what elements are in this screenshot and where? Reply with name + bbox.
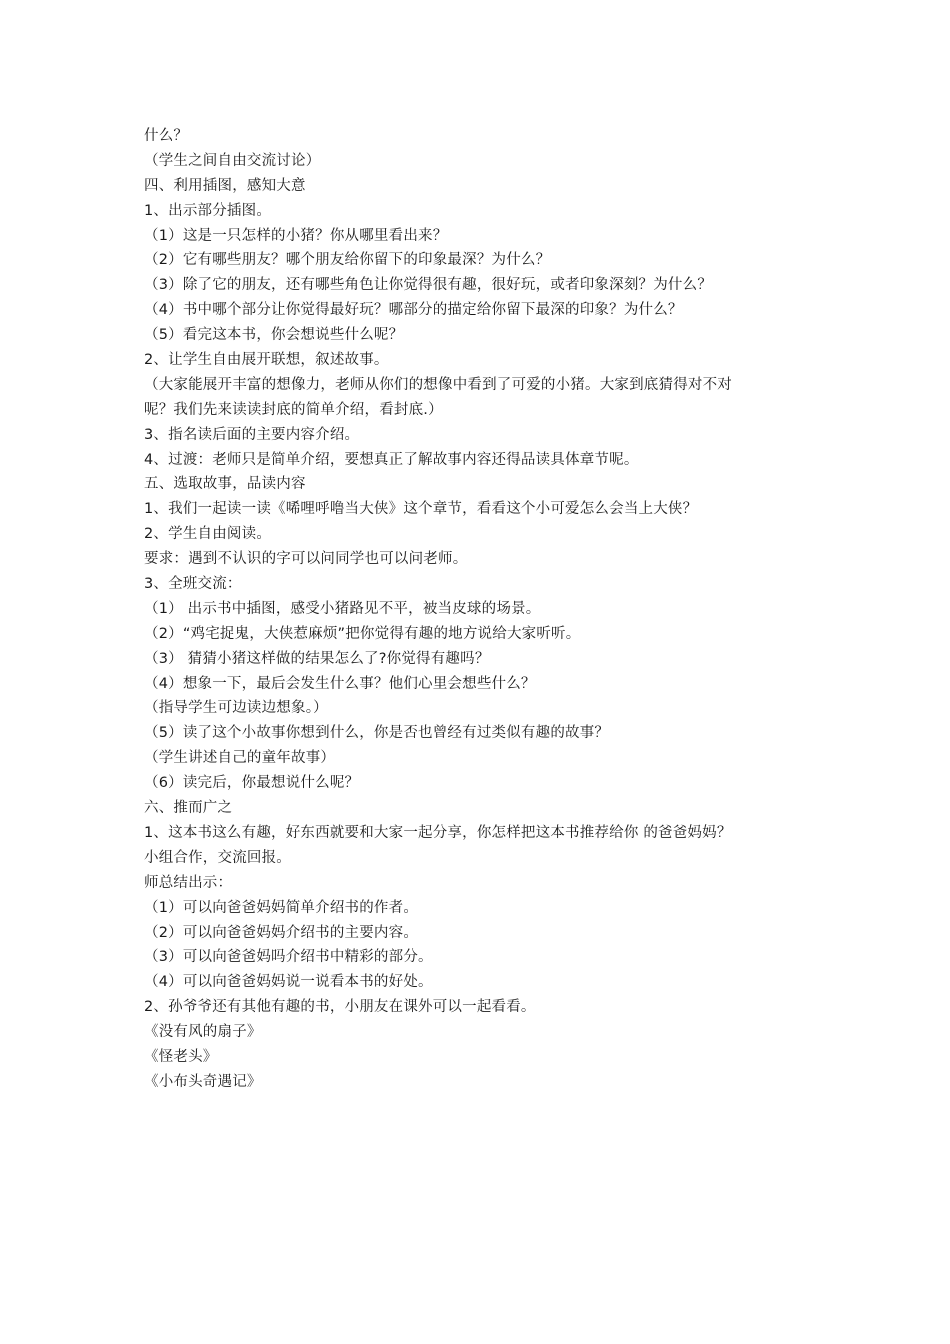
text-line: 1、出示部分插图。 xyxy=(144,202,272,219)
text-line: （学生之间自由交流讨论） xyxy=(144,152,321,169)
text-line: 小组合作，交流回报。 xyxy=(144,849,291,866)
question-item: （5）看完这本书，你会想说些什么呢？ xyxy=(144,327,404,344)
text-line: 3、指名读后面的主要内容介绍。 xyxy=(144,426,360,443)
text-line: 2、学生自由阅读。 xyxy=(144,526,272,543)
text-line: 3、全班交流： xyxy=(144,576,242,593)
document-body xyxy=(144,124,824,1095)
text-line: 师总结出示： xyxy=(144,874,233,891)
text-line: 要求：遇到不认识的字可以问同学也可以问老师。 xyxy=(144,551,468,568)
text-line: 1、我们一起读一读《唏哩呼噜当大侠》这个章节，看看这个小可爱怎么会当上大侠？ xyxy=(144,501,698,518)
book-title: 《没有风的扇子》 xyxy=(144,1024,262,1041)
book-title: 《小布头奇遇记》 xyxy=(144,1073,262,1090)
question-item: （3）除了它的朋友，还有哪些角色让你觉得很有趣，很好玩，或者印象深刻？为什么？ xyxy=(144,277,713,294)
text-line: 4、过渡：老师只是简单介绍，要想真正了解故事内容还得品读具体章节呢。 xyxy=(144,451,639,468)
question-item: （1）这是一只怎样的小猪？你从哪里看出来？ xyxy=(144,227,448,244)
question-item: （1） 出示书中插图，感受小猪路见不平，被当皮球的场景。 xyxy=(144,600,541,617)
section-heading: 四、利用插图，感知大意 xyxy=(144,177,306,194)
text-line: 呢？我们先来读读封底的简单介绍，看封底.） xyxy=(144,401,443,418)
book-title: 《怪老头》 xyxy=(144,1048,218,1065)
text-line: 什么？ xyxy=(144,128,189,144)
text-line: 1、这本书这么有趣，好东西就要和大家一起分享，你怎样把这本书推荐给你 的爸爸妈妈？ xyxy=(144,824,732,841)
list-item: （2）可以向爸爸妈妈介绍书的主要内容。 xyxy=(144,924,419,941)
question-item: （4）想象一下，最后会发生什么事？他们心里会想些什么？ xyxy=(144,675,536,692)
text-line: （指导学生可边读边想象。） xyxy=(144,700,328,717)
section-heading: 六、推而广之 xyxy=(144,800,233,817)
text-line: 2、孙爷爷还有其他有趣的书，小朋友在课外可以一起看看。 xyxy=(144,999,536,1016)
question-item: （2）它有哪些朋友？哪个朋友给你留下的印象最深？为什么？ xyxy=(144,252,551,269)
question-item: （5）读了这个小故事你想到什么，你是否也曾经有过类似有趣的故事？ xyxy=(144,725,610,742)
question-item: （2）“鸡宅捉鬼，大侠惹麻烦”把你觉得有趣的地方说给大家听听。 xyxy=(144,625,581,642)
section-heading: 五、选取故事，品读内容 xyxy=(144,476,306,493)
question-item: （3） 猜猜小猪这样做的结果怎么了?你觉得有趣吗？ xyxy=(144,650,490,667)
list-item: （1）可以向爸爸妈妈简单介绍书的作者。 xyxy=(144,899,419,916)
question-item: （6）读完后，你最想说什么呢？ xyxy=(144,775,360,792)
question-item: （4）书中哪个部分让你觉得最好玩？哪部分的描定给你留下最深的印象？为什么？ xyxy=(144,302,683,319)
text-line: （大家能展开丰富的想像力，老师从你们的想像中看到了可爱的小猪。大家到底猜得对不对 xyxy=(144,376,732,393)
list-item: （4）可以向爸爸妈妈说一说看本书的好处。 xyxy=(144,974,433,991)
text-line: 2、让学生自由展开联想，叙述故事。 xyxy=(144,352,389,369)
list-item: （3）可以向爸爸妈吗介绍书中精彩的部分。 xyxy=(144,949,433,966)
text-line: （学生讲述自己的童年故事） xyxy=(144,750,336,767)
